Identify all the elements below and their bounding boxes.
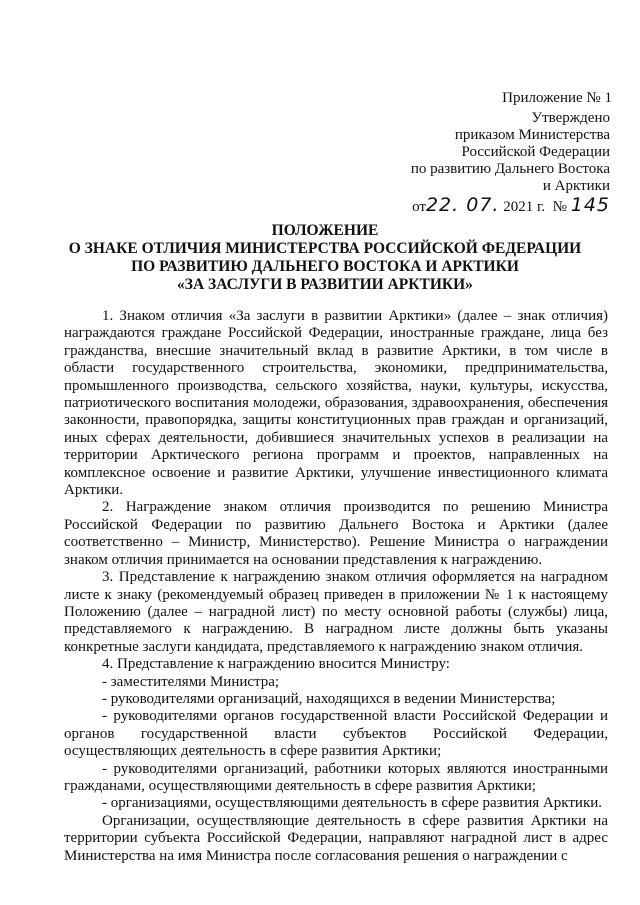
order-prefix: от: [412, 199, 426, 215]
list-item: - заместителями Министра;: [102, 673, 280, 690]
document-title: [40, 222, 610, 294]
order-line-2: Российской Федерации: [461, 144, 610, 160]
paragraph-4: 4. Представление к награждению вносится Министру:: [102, 656, 450, 673]
paragraph-2: 2. Награждение знаком отличия производится по решению Министра Российской Федерации по развитию Дальнего Востока и Арктики (далее соответственно – Министр, Министерство). Решение Министра о награждении знаком отличия принимается на основании представления к награждению.: [64, 499, 608, 568]
list-item: - руководителями организаций, находящихся в ведении Министерства;: [102, 690, 556, 707]
list-item: - организациями, осуществляющими деятельность в сфере развития Арктики.: [102, 795, 603, 812]
approved-label: Утверждено: [531, 110, 610, 126]
document-body: [64, 308, 608, 865]
appendix-label: Приложение № 1: [502, 90, 612, 106]
list-item: - руководителями органов государственной власти Российской Федерации и органов государственной власти субъектов Российской Федерации, осуществляющих деятельность в сфере развития Арктики;: [64, 708, 608, 760]
order-line-3: по развитию Дальнего Востока: [410, 161, 610, 177]
order-line-4: и Арктики: [542, 178, 610, 194]
title-line-1: ПОЛОЖЕНИЕ: [271, 222, 379, 239]
title-line-2: О ЗНАКЕ ОТЛИЧИЯ МИНИСТЕРСТВА РОССИЙСКОЙ ФЕДЕРАЦИИ: [68, 240, 582, 257]
order-date-line: [370, 194, 610, 216]
paragraph-5: Организации, осуществляющие деятельность в сфере развития Арктики на территории субъекта Российской Федерации, направляют наградной лист в адрес Министерства на имя Министра после согласования решения о награждении с: [64, 812, 608, 864]
handwritten-order-number: 145: [570, 194, 610, 216]
order-line-1: приказом Министерства: [454, 127, 610, 143]
paragraph-3: 3. Представление к награждению знаком отличия оформляется на наградном листе к знаку (рекомендуемый образец приведен в приложении № 1 к настоящему Положению (далее – наградной лист) по месту основной работы (службы) лица, представляемого к награждению. В наградном листе должны быть указаны конкретные заслуги кандидата, представляемого к награждению знаком отличия.: [64, 569, 608, 655]
handwritten-date: 22. 07.: [425, 194, 500, 216]
title-line-4: «ЗА ЗАСЛУГИ В РАЗВИТИИ АРКТИКИ»: [177, 276, 473, 293]
paragraph-1: 1. Знаком отличия «За заслуги в развитии Арктики» (далее – знак отличия) награждаются граждане Российской Федерации, иностранные граждане, лица без гражданства, внесшие значительный вклад в развитие Арктики, в том числе в области государственного строительства, экономики, предпринимательства, промышленного производства, сельского хозяйства, науки, культуры, искусства, патриотического воспитания молодежи, образования, здравоохранения, обеспечения законности, правопорядка, защиты конституционных прав граждан и организаций, иных сферах деятельности, добившиеся значительных успехов в реализации на территории Арктического региона программ и проектов, направленных на комплексное освоение и развитие Арктики, улучшение инвестиционного климата Арктики.: [64, 308, 608, 499]
approval-block: [370, 110, 610, 216]
title-line-3: ПО РАЗВИТИЮ ДАЛЬНЕГО ВОСТОКА И АРКТИКИ: [131, 258, 519, 275]
list-item: - руководителями организаций, работники которых являются иностранными гражданами, осуществляющими деятельность в сфере развития Арктики;: [64, 760, 608, 794]
order-year: 2021 г. №: [499, 199, 571, 215]
